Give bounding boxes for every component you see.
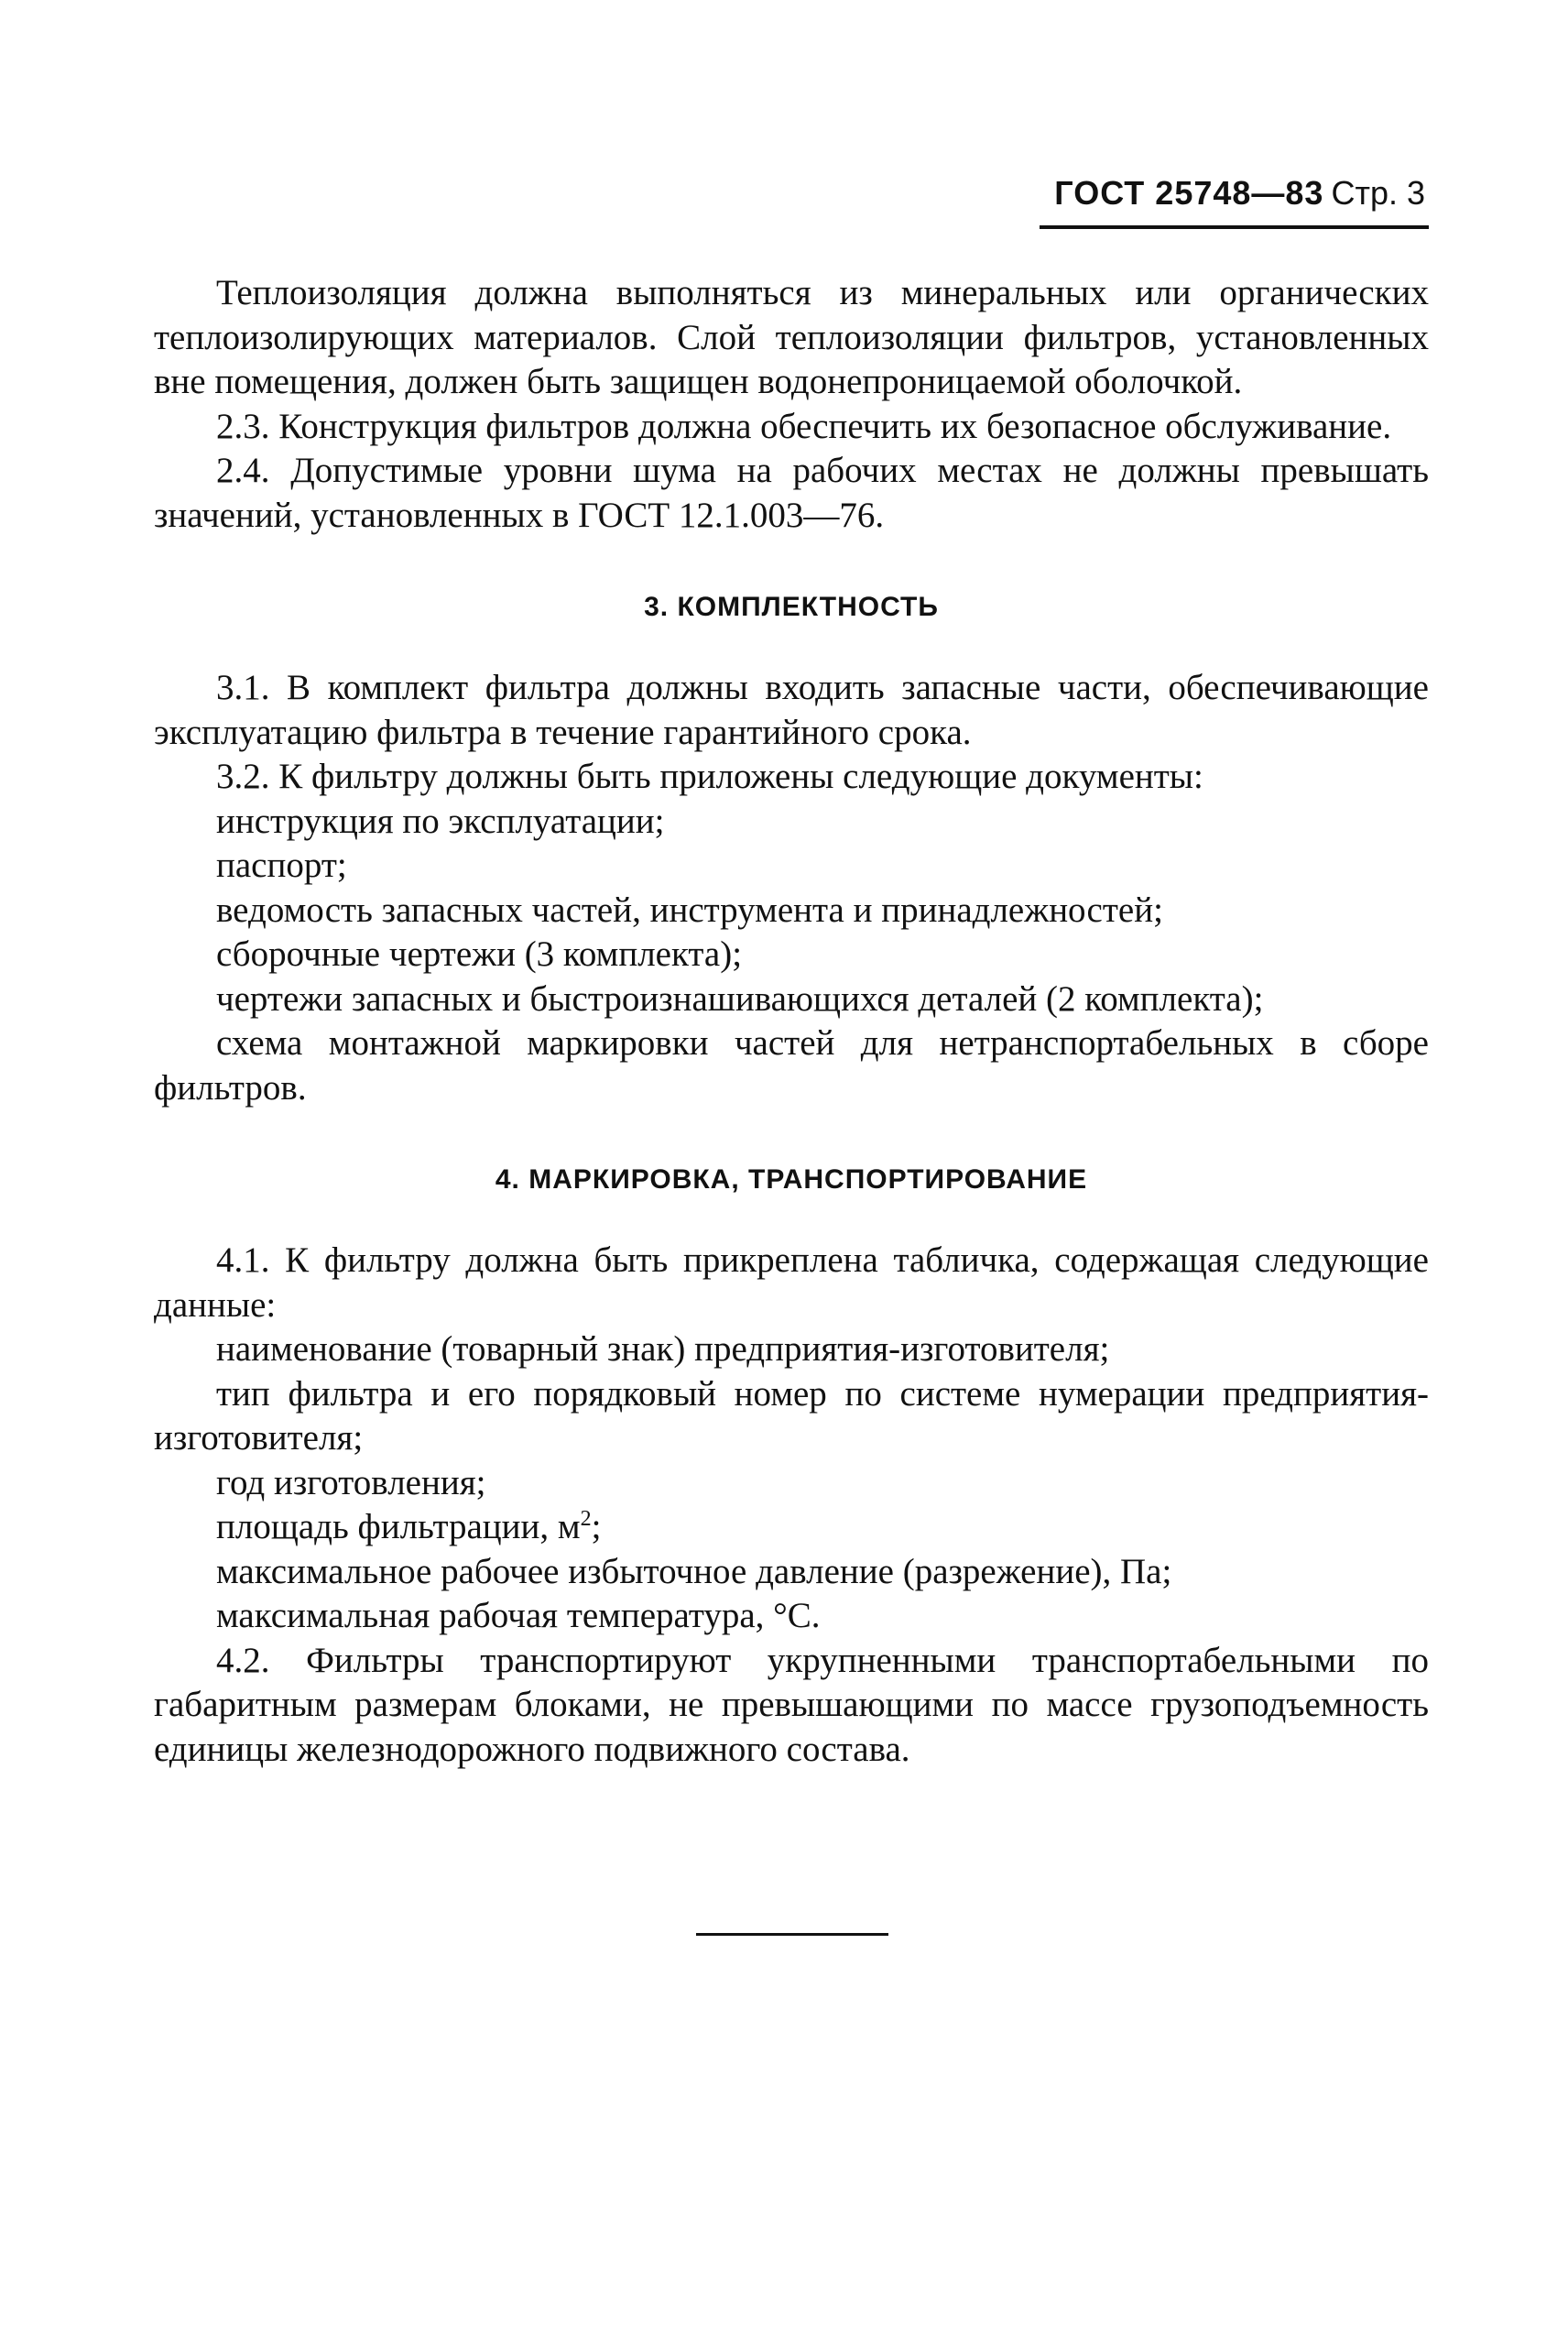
list-item-marking-scheme: схема монтажной маркировки частей для нетранспортабельных в сборе фильтров. xyxy=(154,1023,1429,1108)
list-item-filtration-area xyxy=(216,1505,1429,1550)
paragraph-3-2: 3.2. К фильтру должны быть приложены следующие документы: xyxy=(216,757,1203,796)
standard-number: ГОСТ 25748—83 xyxy=(1054,174,1324,212)
list-item-wear-parts-drawings: чертежи запасных и быстроизнашивающихся деталей (2 комплекта); xyxy=(216,978,1264,1019)
list-item-assembly-drawings: сборочные чертежи (3 комплекта); xyxy=(216,934,743,974)
paragraph-4-1: 4.1. К фильтру должна быть прикреплена табличка, содержащая следующие данные: xyxy=(154,1240,1429,1325)
paragraph-insulation: Теплоизоляция должна выполняться из минеральных или органических теплоизолирующих материалов. Слой теплоизоляции фильтров, установленных вне помещения, должен быть защищен водонепроницаемой оболочкой. xyxy=(154,273,1429,401)
paragraph-4-2: 4.2. Фильтры транспортируют укрупненными транспортабельными по габаритным размерам блоками, не превышающими по массе грузоподъемность единицы железнодорожного подвижного состава. xyxy=(154,1640,1429,1769)
paragraph-3-1: 3.1. В комплект фильтра должны входить запасные части, обеспечивающие эксплуатацию фильтра в течение гарантийного срока. xyxy=(154,668,1429,752)
filtration-area-end: ; xyxy=(591,1507,602,1546)
paragraph-2-3: 2.3. Конструкция фильтров должна обеспечить их безопасное обслуживание. xyxy=(216,406,1392,446)
list-item-max-pressure: максимальное рабочее избыточное давление (разрежение), Па; xyxy=(216,1551,1172,1591)
list-item-year: год изготовления; xyxy=(216,1462,486,1502)
list-item-spare-parts: ведомость запасных частей, инструмента и принадлежностей; xyxy=(216,890,1163,930)
document-body xyxy=(154,271,1429,1772)
list-item-manufacturer-name: наименование (товарный знак) предприятия-изготовителя; xyxy=(216,1329,1110,1369)
list-item-passport: паспорт; xyxy=(216,846,347,885)
end-rule xyxy=(696,1933,888,1936)
list-item-filter-type: тип фильтра и его порядковый номер по системе нумерации предприятия-изготовителя; xyxy=(154,1373,1429,1458)
filtration-area-text: площадь фильтрации, м xyxy=(216,1507,581,1546)
page-number: Стр. 3 xyxy=(1331,174,1425,212)
page-header xyxy=(1054,174,1425,213)
paragraph-2-4: 2.4. Допустимые уровни шума на рабочих местах не должны превышать значений, установленных в ГОСТ 12.1.003—76. xyxy=(154,451,1429,535)
list-item-instructions: инструкция по эксплуатации; xyxy=(216,801,665,841)
section-4-heading: 4. МАРКИРОВКА, ТРАНСПОРТИРОВАНИЕ xyxy=(495,1164,1088,1195)
superscript-two: 2 xyxy=(580,1507,592,1531)
list-item-max-temperature: максимальная рабочая температура, °С. xyxy=(216,1596,821,1635)
header-rule xyxy=(1040,225,1429,229)
section-3-heading: 3. КОМПЛЕКТНОСТЬ xyxy=(644,592,939,622)
